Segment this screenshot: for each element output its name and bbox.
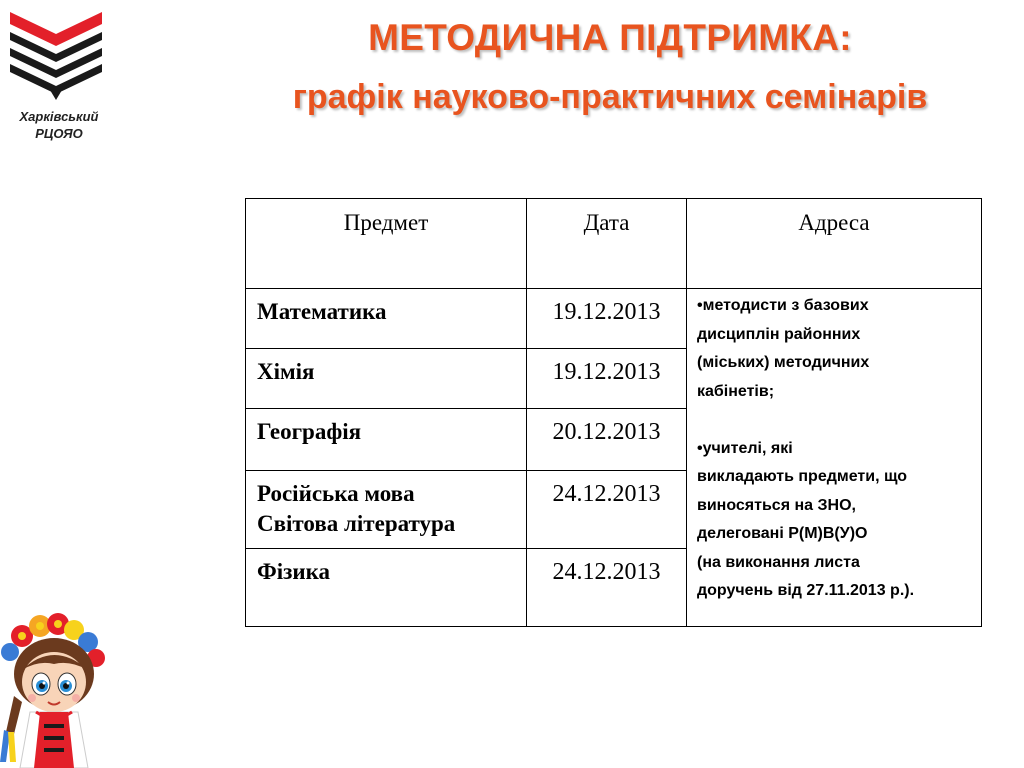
subject-text: Географія [257, 419, 362, 444]
emblem-black-stripe-3 [10, 64, 102, 94]
date-cell: 24.12.2013 [527, 549, 687, 627]
address-line: делеговані Р(М)В(У)О [697, 525, 868, 542]
address-line: •учителі, які [697, 439, 793, 457]
subject-cell [246, 471, 527, 549]
address-line: викладають предмети, що [697, 468, 908, 485]
subject-text: Російська мова [257, 481, 415, 506]
address-line: (на виконання листа [697, 553, 860, 571]
subject-text: Математика [257, 299, 387, 324]
book-emblem-icon [4, 4, 108, 104]
subject-text: Хімія [257, 359, 315, 384]
subject-text: Фізика [257, 559, 331, 584]
address-line: дисциплін районних [697, 325, 861, 343]
table-row [246, 289, 982, 349]
address-line: доручень від 27.11.2013 р.). [697, 582, 915, 599]
table-header-row [246, 199, 982, 289]
logo-caption-line1: Харківський [19, 109, 99, 124]
column-header-address: Адреса [687, 199, 982, 289]
page-subtitle: графік науково-практичних семінарів [292, 78, 928, 116]
subject-text-line2: Світова література [257, 511, 456, 536]
logo-caption [6, 108, 112, 142]
girl-mascot-icon [0, 612, 112, 768]
date-cell: 19.12.2013 [527, 289, 687, 349]
address-cell [687, 289, 982, 627]
address-line: кабінетів; [697, 382, 775, 400]
page-title: МЕТОДИЧНА ПІДТРИМКА: [368, 17, 852, 58]
address-spacer [697, 406, 973, 435]
address-line: •методисти з базових [697, 297, 869, 314]
subject-cell [246, 409, 527, 471]
column-header-date: Дата [527, 199, 687, 289]
address-line: виносяться на ЗНО, [697, 496, 856, 514]
seminar-schedule-table [245, 198, 982, 627]
subject-cell [246, 549, 527, 627]
logo-caption-line2: РЦОЯО [35, 126, 83, 141]
emblem-spine [50, 90, 62, 100]
date-cell: 20.12.2013 [527, 409, 687, 471]
organization-logo [4, 4, 114, 144]
date-cell: 24.12.2013 [527, 471, 687, 549]
date-cell: 19.12.2013 [527, 349, 687, 409]
subject-cell [246, 289, 527, 349]
column-header-subject: Предмет [246, 199, 527, 289]
subject-cell [246, 349, 527, 409]
address-line: (міських) методичних [697, 354, 870, 371]
